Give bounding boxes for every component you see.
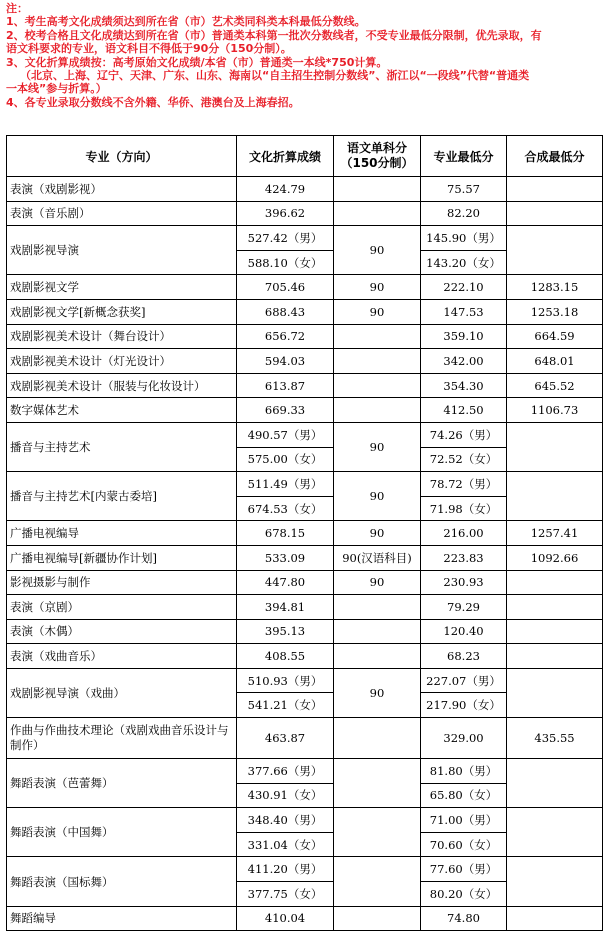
major-cell: 播音与主持艺术[内蒙古委培] <box>7 472 237 521</box>
professional-min-cell: 230.93 <box>421 570 507 595</box>
professional-min-cell: 412.50 <box>421 398 507 423</box>
composite-min-cell <box>507 759 603 808</box>
table-row <box>7 349 603 374</box>
professional-min-female: 143.20（女） <box>421 250 507 275</box>
table-row <box>7 472 603 497</box>
major-cell: 广播电视编导[新疆协作计划] <box>7 545 237 570</box>
professional-min-cell: 342.00 <box>421 349 507 374</box>
culture-score-cell: 424.79 <box>237 177 334 202</box>
professional-min-female: 217.90（女） <box>421 693 507 718</box>
composite-min-cell <box>507 595 603 620</box>
composite-min-cell <box>507 668 603 717</box>
table-body <box>7 177 603 931</box>
composite-min-cell <box>507 906 603 931</box>
major-cell: 表演（木偶） <box>7 619 237 644</box>
chinese-score-cell: 90(汉语科目) <box>334 545 421 570</box>
chinese-score-cell <box>334 906 421 931</box>
table-row <box>7 398 603 423</box>
table-row <box>7 595 603 620</box>
culture-score-cell: 408.55 <box>237 644 334 669</box>
major-cell: 播音与主持艺术 <box>7 422 237 471</box>
notes-block <box>6 2 606 109</box>
composite-min-cell <box>507 619 603 644</box>
composite-min-cell <box>507 177 603 202</box>
chinese-score-cell: 90 <box>334 275 421 300</box>
major-cell: 表演（京剧） <box>7 595 237 620</box>
culture-score-female: 674.53（女） <box>237 496 334 521</box>
professional-min-female: 71.98（女） <box>421 496 507 521</box>
major-cell: 戏剧影视美术设计（灯光设计） <box>7 349 237 374</box>
culture-score-female: 331.04（女） <box>237 832 334 857</box>
chinese-score-cell: 90 <box>334 422 421 471</box>
composite-min-cell <box>507 857 603 906</box>
composite-min-cell <box>507 226 603 275</box>
chinese-score-cell: 90 <box>334 299 421 324</box>
major-cell: 数字媒体艺术 <box>7 398 237 423</box>
culture-score-cell: 705.46 <box>237 275 334 300</box>
professional-min-cell: 216.00 <box>421 521 507 546</box>
table-row <box>7 226 603 251</box>
professional-min-female: 72.52（女） <box>421 447 507 472</box>
major-cell: 戏剧影视文学[新概念获奖] <box>7 299 237 324</box>
table-row <box>7 619 603 644</box>
composite-min-cell <box>507 472 603 521</box>
table-row <box>7 521 603 546</box>
table-row <box>7 644 603 669</box>
professional-min-female: 65.80（女） <box>421 783 507 808</box>
table-row <box>7 570 603 595</box>
culture-score-male: 348.40（男） <box>237 808 334 833</box>
professional-min-cell: 359.10 <box>421 324 507 349</box>
professional-min-cell: 74.80 <box>421 906 507 931</box>
composite-min-cell <box>507 201 603 226</box>
header-chinese-label: 语文单科分（150分制） <box>340 141 414 170</box>
header-composite-min: 合成最低分 <box>507 136 603 177</box>
major-cell: 戏剧影视文学 <box>7 275 237 300</box>
culture-score-female: 541.21（女） <box>237 693 334 718</box>
professional-min-male: 74.26（男） <box>421 422 507 447</box>
table-row <box>7 857 603 882</box>
culture-score-cell: 678.15 <box>237 521 334 546</box>
professional-min-female: 70.60（女） <box>421 832 507 857</box>
culture-score-cell: 394.81 <box>237 595 334 620</box>
major-cell: 影视摄影与制作 <box>7 570 237 595</box>
table-row <box>7 808 603 833</box>
chinese-score-cell <box>334 177 421 202</box>
table-row <box>7 275 603 300</box>
major-cell: 戏剧影视导演 <box>7 226 237 275</box>
table-header-row <box>7 136 603 177</box>
chinese-score-cell: 90 <box>334 521 421 546</box>
header-chinese-score <box>334 136 421 177</box>
professional-min-male: 77.60（男） <box>421 857 507 882</box>
professional-min-cell: 147.53 <box>421 299 507 324</box>
culture-score-female: 377.75（女） <box>237 882 334 907</box>
major-cell: 舞蹈表演（芭蕾舞） <box>7 759 237 808</box>
composite-min-cell: 645.52 <box>507 373 603 398</box>
major-cell: 舞蹈编导 <box>7 906 237 931</box>
culture-score-cell: 594.03 <box>237 349 334 374</box>
chinese-score-cell <box>334 595 421 620</box>
culture-score-cell: 447.80 <box>237 570 334 595</box>
chinese-score-cell: 90 <box>334 668 421 717</box>
header-culture-score: 文化折算成绩 <box>237 136 334 177</box>
chinese-score-cell <box>334 398 421 423</box>
major-cell: 广播电视编导 <box>7 521 237 546</box>
major-cell: 戏剧影视美术设计（服装与化妆设计） <box>7 373 237 398</box>
chinese-score-cell <box>334 349 421 374</box>
composite-min-cell <box>507 422 603 471</box>
culture-score-male: 511.49（男） <box>237 472 334 497</box>
note-line: 一本线”参与折算。） <box>6 82 107 96</box>
professional-min-male: 227.07（男） <box>421 668 507 693</box>
composite-min-cell: 435.55 <box>507 718 603 759</box>
major-cell: 戏剧影视导演（戏曲） <box>7 668 237 717</box>
chinese-score-cell <box>334 373 421 398</box>
culture-score-male: 377.66（男） <box>237 759 334 784</box>
culture-score-cell: 656.72 <box>237 324 334 349</box>
table-row <box>7 545 603 570</box>
culture-score-cell: 533.09 <box>237 545 334 570</box>
composite-min-cell: 1283.15 <box>507 275 603 300</box>
composite-min-cell: 1257.41 <box>507 521 603 546</box>
culture-score-cell: 396.62 <box>237 201 334 226</box>
note-line: 2、校考合格且文化成绩达到所在省（市）普通类本科第一批次分数线者，不受专业最低分限制，优先录取，有 <box>6 28 542 42</box>
professional-min-cell: 79.29 <box>421 595 507 620</box>
major-cell: 舞蹈表演（中国舞） <box>7 808 237 857</box>
professional-min-cell: 120.40 <box>421 619 507 644</box>
chinese-score-cell <box>334 857 421 906</box>
professional-min-male: 145.90（男） <box>421 226 507 251</box>
professional-min-male: 71.00（男） <box>421 808 507 833</box>
note-line: 语文科要求的专业，语文科目不得低于90分（150分制）。 <box>6 42 292 56</box>
culture-score-cell: 395.13 <box>237 619 334 644</box>
chinese-score-cell <box>334 808 421 857</box>
professional-min-cell: 68.23 <box>421 644 507 669</box>
composite-min-cell <box>507 808 603 857</box>
chinese-score-cell <box>334 759 421 808</box>
chinese-score-cell <box>334 718 421 759</box>
table-row <box>7 299 603 324</box>
major-cell: 舞蹈表演（国标舞） <box>7 857 237 906</box>
chinese-score-cell <box>334 324 421 349</box>
score-table <box>6 135 603 931</box>
table-row <box>7 177 603 202</box>
composite-min-cell: 1106.73 <box>507 398 603 423</box>
note-line: （北京、上海、辽宁、天津、广东、山东、海南以“自主招生控制分数线”、浙江以“一段线”代替“普通类 <box>20 69 530 83</box>
culture-score-cell: 669.33 <box>237 398 334 423</box>
note-line: 3、文化折算成绩按：高考原始文化成绩/本省（市）普通类一本线*750计算。 <box>6 55 388 69</box>
culture-score-cell: 410.04 <box>237 906 334 931</box>
professional-min-cell: 82.20 <box>421 201 507 226</box>
professional-min-female: 80.20（女） <box>421 882 507 907</box>
table-row <box>7 373 603 398</box>
table-row <box>7 201 603 226</box>
professional-min-male: 78.72（男） <box>421 472 507 497</box>
table-row <box>7 324 603 349</box>
major-cell: 表演（戏剧影视） <box>7 177 237 202</box>
composite-min-cell: 664.59 <box>507 324 603 349</box>
major-cell: 表演（戏曲音乐） <box>7 644 237 669</box>
notes-heading: 注： <box>6 2 28 15</box>
chinese-score-cell: 90 <box>334 570 421 595</box>
culture-score-male: 411.20（男） <box>237 857 334 882</box>
major-cell: 作曲与作曲技术理论（戏剧戏曲音乐设计与制作） <box>7 718 237 759</box>
chinese-score-cell: 90 <box>334 226 421 275</box>
composite-min-cell: 1092.66 <box>507 545 603 570</box>
culture-score-male: 510.93（男） <box>237 668 334 693</box>
table-row <box>7 759 603 784</box>
culture-score-cell: 688.43 <box>237 299 334 324</box>
culture-score-cell: 463.87 <box>237 718 334 759</box>
culture-score-male: 490.57（男） <box>237 422 334 447</box>
chinese-score-cell <box>334 644 421 669</box>
note-line: 4、各专业录取分数线不含外籍、华侨、港澳台及上海春招。 <box>6 95 300 109</box>
professional-min-cell: 354.30 <box>421 373 507 398</box>
culture-score-female: 575.00（女） <box>237 447 334 472</box>
major-cell: 戏剧影视美术设计（舞台设计） <box>7 324 237 349</box>
professional-min-cell: 75.57 <box>421 177 507 202</box>
chinese-score-cell <box>334 201 421 226</box>
table-row <box>7 668 603 693</box>
chinese-score-cell: 90 <box>334 472 421 521</box>
professional-min-cell: 223.83 <box>421 545 507 570</box>
composite-min-cell: 1253.18 <box>507 299 603 324</box>
composite-min-cell <box>507 570 603 595</box>
chinese-score-cell <box>334 619 421 644</box>
header-major: 专业（方向） <box>7 136 237 177</box>
major-cell: 表演（音乐剧） <box>7 201 237 226</box>
table-row <box>7 422 603 447</box>
table-row <box>7 906 603 931</box>
note-line: 1、考生高考文化成绩须达到所在省（市）艺术类同科类本科最低分数线。 <box>6 15 366 29</box>
header-professional-min: 专业最低分 <box>421 136 507 177</box>
professional-min-cell: 329.00 <box>421 718 507 759</box>
table-row <box>7 718 603 759</box>
culture-score-female: 430.91（女） <box>237 783 334 808</box>
professional-min-male: 81.80（男） <box>421 759 507 784</box>
culture-score-female: 588.10（女） <box>237 250 334 275</box>
culture-score-male: 527.42（男） <box>237 226 334 251</box>
culture-score-cell: 613.87 <box>237 373 334 398</box>
composite-min-cell <box>507 644 603 669</box>
composite-min-cell: 648.01 <box>507 349 603 374</box>
professional-min-cell: 222.10 <box>421 275 507 300</box>
